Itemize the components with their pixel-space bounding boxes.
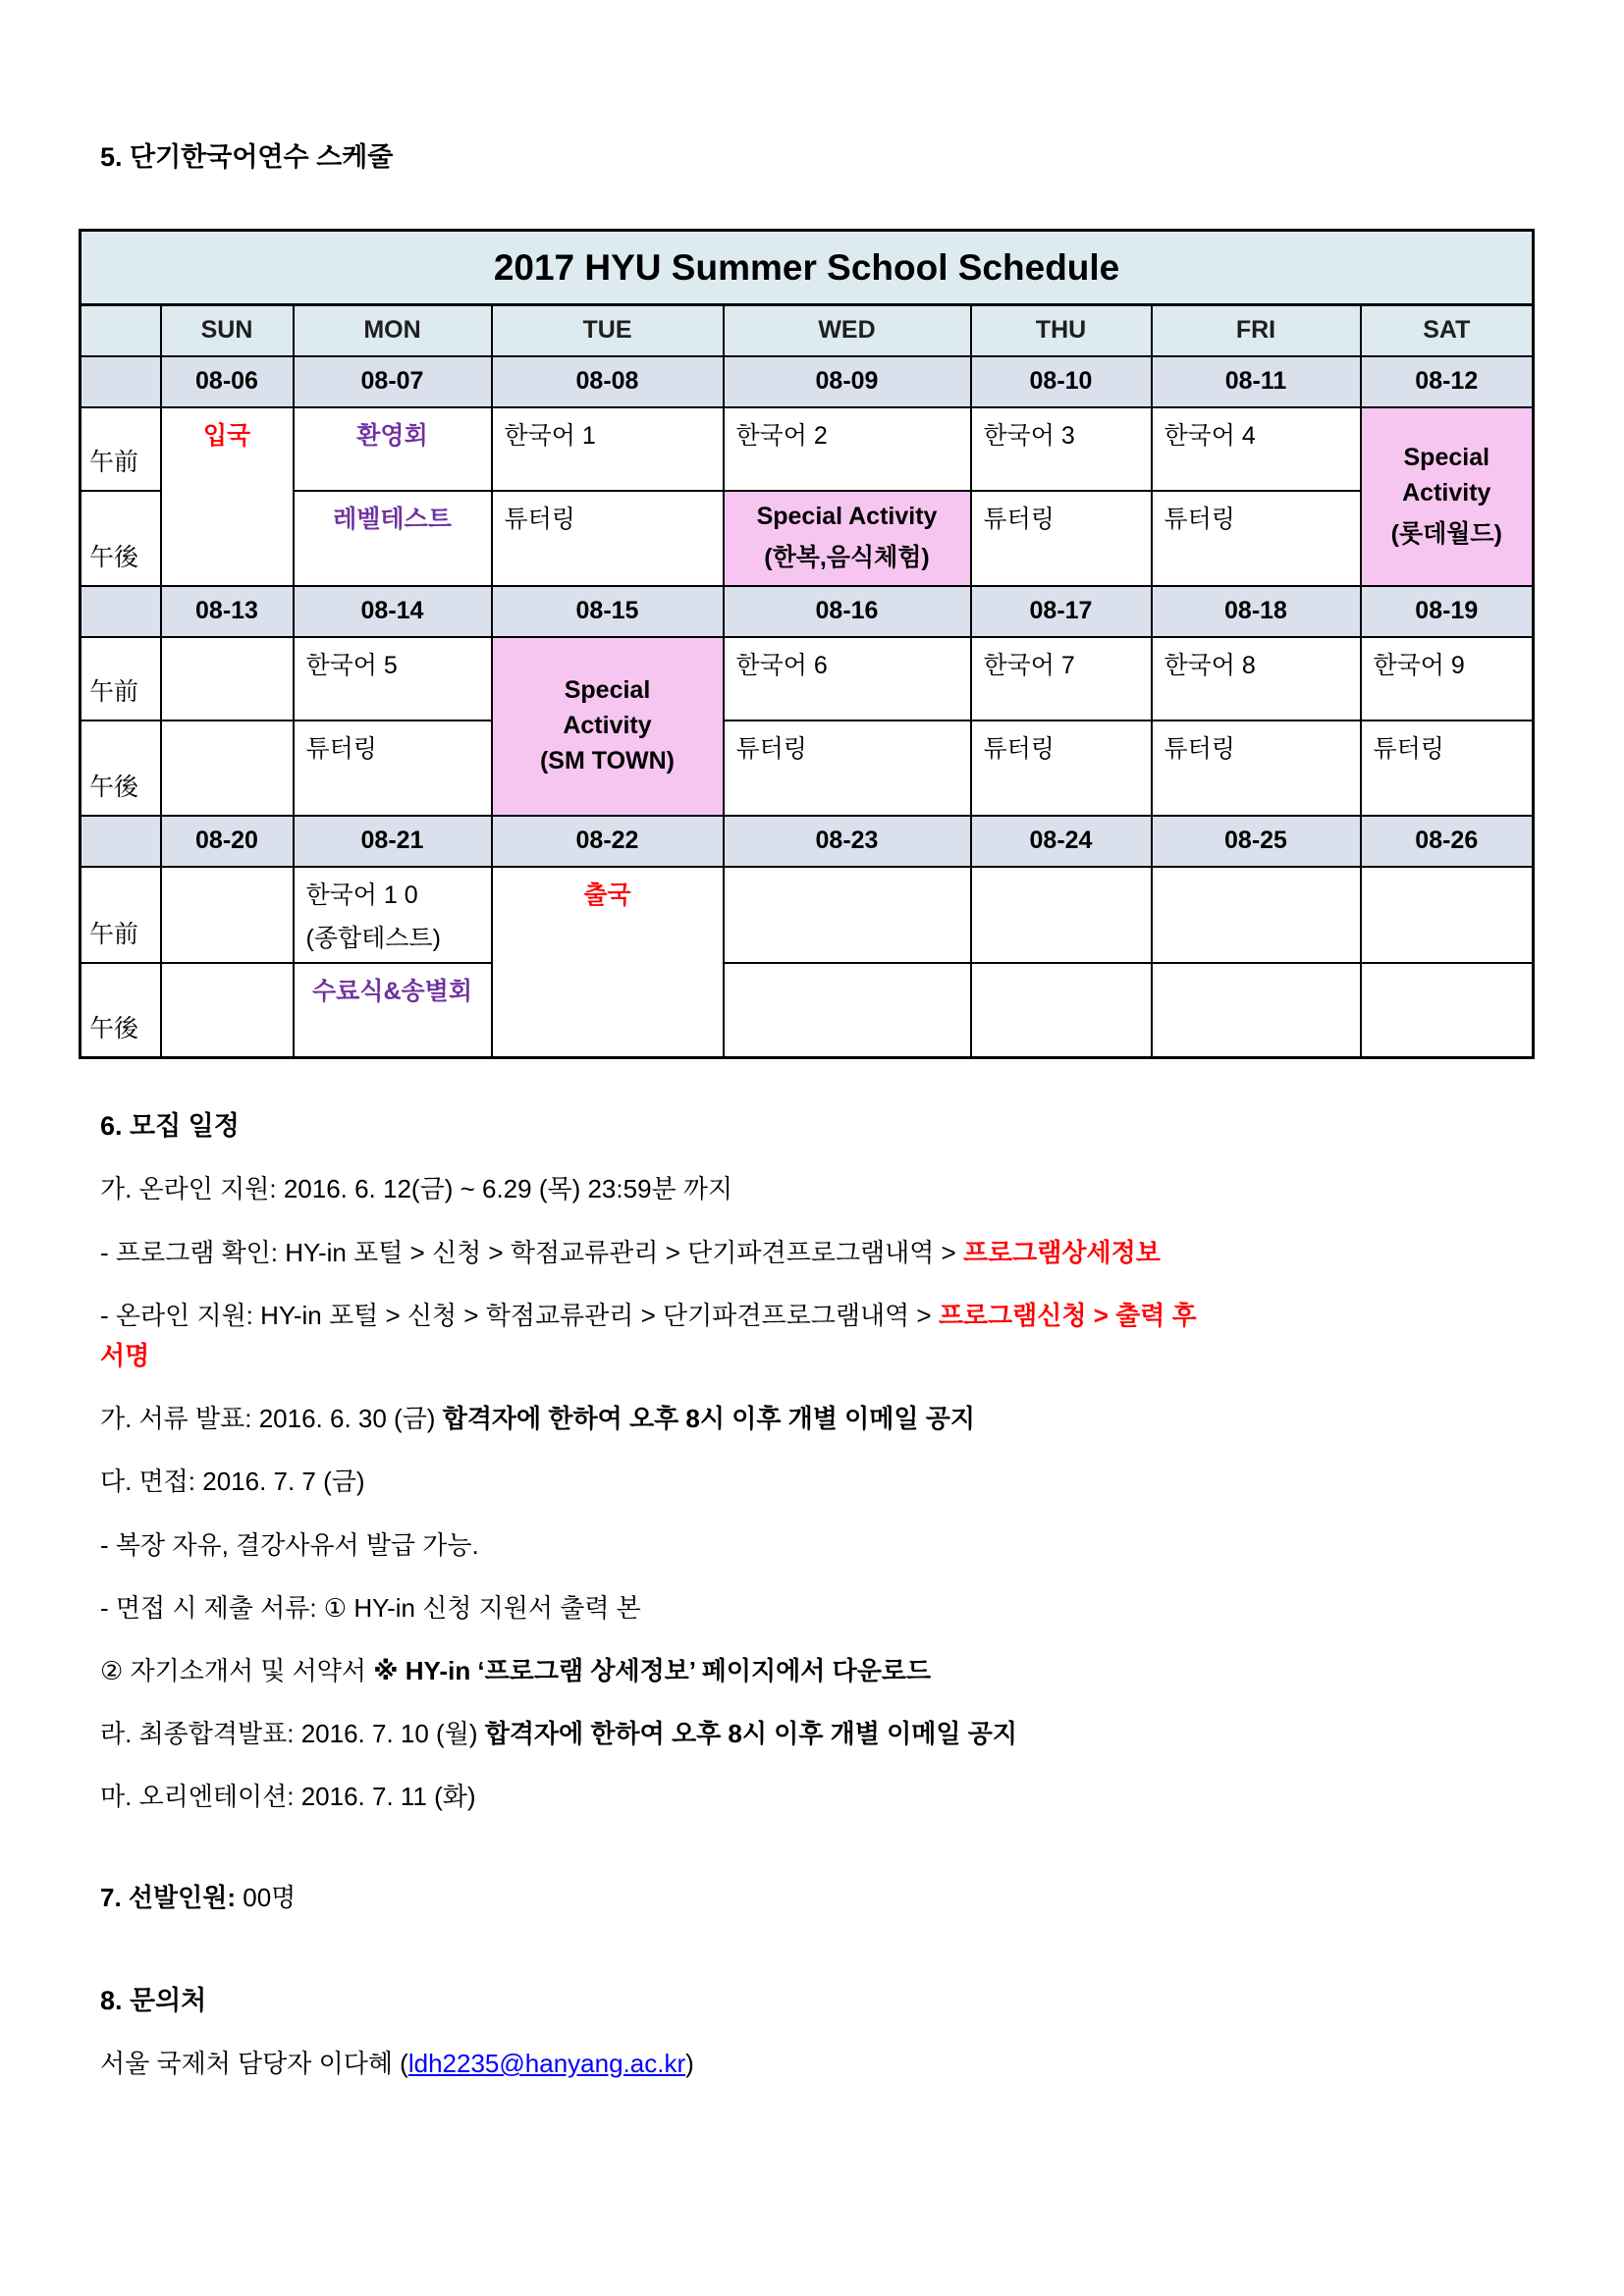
line-orientation: 마. 오리엔테이션: 2016. 7. 11 (화) [100, 1782, 476, 1812]
class-line: (종합테스트) [305, 924, 441, 952]
row-label-am: 午前 [81, 637, 161, 721]
section5-heading: 5. 단기한국어연수 스케줄 [100, 142, 394, 172]
class-cell: 한국어 4 [1152, 407, 1361, 491]
day-header-row [81, 305, 1534, 356]
week1-pm-row [81, 491, 1534, 586]
class-final-test-cell [294, 867, 492, 963]
day-mon: MON [294, 305, 492, 356]
empty-cell [161, 721, 294, 816]
section8-heading: 8. 문의처 [100, 1985, 207, 2015]
class-line: 한국어 1 0 [305, 881, 418, 909]
day-sun: SUN [161, 305, 294, 356]
date-cell: 08-23 [724, 816, 971, 867]
class-cell: 튜터링 [971, 491, 1152, 586]
week3-date-row [81, 816, 1534, 867]
event-departure-cell: 출국 [492, 867, 724, 1058]
class-cell: 한국어 6 [724, 637, 971, 721]
line-interview-docs-2 [100, 1656, 1536, 1686]
section7-label: 7. 선발인원: [100, 1883, 237, 1913]
row-label-pm: 午後 [81, 963, 161, 1058]
empty-cell [724, 867, 971, 963]
row-label-pm: 午後 [81, 491, 161, 586]
special-activity-hanbok-cell [724, 491, 971, 586]
empty-cell [971, 963, 1152, 1058]
class-cell: 한국어 1 [492, 407, 724, 491]
date-cell: 08-12 [1361, 356, 1534, 407]
date-cell: 08-26 [1361, 816, 1534, 867]
line-final-result-text: 라. 최종합격발표: 2016. 7. 10 (월) [100, 1719, 485, 1749]
line-document-result-bold: 합격자에 한하여 오후 8시 이후 개별 이메일 공지 [442, 1404, 975, 1434]
contact-line [100, 2049, 1536, 2079]
line-interview-docs-2-bold: ※ HY-in ‘프로그램 상세정보’ 페이지에서 다운로드 [373, 1655, 932, 1685]
day-fri: FRI [1152, 305, 1361, 356]
special-activity-line: Activity [563, 712, 652, 739]
day-tue: TUE [492, 305, 724, 356]
class-cell: 한국어 2 [724, 407, 971, 491]
date-cell: 08-21 [294, 816, 492, 867]
event-leveltest-cell: 레벨테스트 [294, 491, 492, 586]
contact-text: 서울 국제처 담당자 이다혜 ( [100, 2049, 408, 2079]
body-text [100, 1110, 1536, 2079]
line-final-result-bold: 합격자에 한하여 오후 8시 이후 개별 이메일 공지 [484, 1719, 1017, 1749]
date-cell: 08-24 [971, 816, 1152, 867]
special-activity-line: Special [564, 676, 651, 704]
class-cell: 튜터링 [492, 491, 724, 586]
date-cell: 08-15 [492, 586, 724, 637]
special-activity-line: (한복,음식체험) [764, 544, 930, 571]
empty-cell [724, 963, 971, 1058]
contact-email-link[interactable]: ldh2235@hanyang.ac.kr [407, 2049, 686, 2079]
line-final-result [100, 1719, 1536, 1749]
class-cell: 한국어 9 [1361, 637, 1534, 721]
section7-value: 00명 [236, 1883, 297, 1913]
schedule-title-row [81, 231, 1534, 305]
special-activity-lotteworld-cell [1361, 407, 1534, 586]
row-label-am: 午前 [81, 407, 161, 491]
class-cell: 튜터링 [1152, 491, 1361, 586]
date-cell: 08-08 [492, 356, 724, 407]
row-label-pm: 午後 [81, 721, 161, 816]
line-document-result-text: 가. 서류 발표: 2016. 6. 30 (금) [100, 1404, 443, 1434]
event-farewell-cell: 수료식&송별회 [294, 963, 492, 1058]
empty-cell [1361, 867, 1534, 963]
row-label-am: 午前 [81, 867, 161, 963]
date-cell: 08-22 [492, 816, 724, 867]
class-cell: 튜터링 [1152, 721, 1361, 816]
event-arrival-cell: 입국 [161, 407, 294, 586]
empty-cell [1152, 867, 1361, 963]
day-wed: WED [724, 305, 971, 356]
class-cell: 튜터링 [971, 721, 1152, 816]
special-activity-line: Special Activity [756, 503, 938, 530]
empty-date-cell [81, 816, 161, 867]
line-interview-docs-1: - 면접 시 제출 서류: ① HY-in 신청 지원서 출력 본 [100, 1592, 641, 1623]
contact-text-suffix: ) [685, 2049, 694, 2079]
week2-am-row [81, 637, 1534, 721]
summer-school-schedule-table [79, 229, 1535, 1059]
class-cell: 튜터링 [724, 721, 971, 816]
line-program-check-text: - 프로그램 확인: HY-in 포털 > 신청 > 학점교류관리 > 단기파견프로그램내역 > [100, 1237, 963, 1267]
line-signature: 서명 [100, 1340, 150, 1370]
empty-cell [971, 867, 1152, 963]
date-cell: 08-14 [294, 586, 492, 637]
week2-date-row [81, 586, 1534, 637]
week3-pm-row [81, 963, 1534, 1058]
empty-date-cell [81, 356, 161, 407]
class-cell: 한국어 7 [971, 637, 1152, 721]
class-cell: 한국어 5 [294, 637, 492, 721]
line-document-result [100, 1404, 1536, 1434]
empty-cell [1361, 963, 1534, 1058]
special-activity-line: (SM TOWN) [539, 747, 675, 774]
special-activity-line: Special [1403, 443, 1490, 471]
empty-date-cell [81, 586, 161, 637]
date-cell: 08-10 [971, 356, 1152, 407]
date-cell: 08-11 [1152, 356, 1361, 407]
line-dresscode: - 복장 자유, 결강사유서 발급 가능. [100, 1529, 479, 1560]
date-cell: 08-16 [724, 586, 971, 637]
day-thu: THU [971, 305, 1152, 356]
class-cell: 튜터링 [294, 721, 492, 816]
class-cell: 한국어 3 [971, 407, 1152, 491]
line-online-path-highlight: 프로그램신청 > 출력 후 [938, 1300, 1197, 1330]
day-sat: SAT [1361, 305, 1534, 356]
special-activity-line: (롯데월드) [1390, 519, 1502, 548]
empty-corner-cell [81, 305, 161, 356]
line-interview-docs-2-text: ② 자기소개서 및 서약서 [100, 1655, 374, 1685]
date-cell: 08-09 [724, 356, 971, 407]
line-program-check-highlight: 프로그램상세정보 [962, 1237, 1161, 1267]
date-cell: 08-25 [1152, 816, 1361, 867]
line-interview-date: 다. 면접: 2016. 7. 7 (금) [100, 1467, 365, 1497]
class-cell: 튜터링 [1361, 721, 1534, 816]
empty-cell [161, 637, 294, 721]
week1-date-row [81, 356, 1534, 407]
date-cell: 08-17 [971, 586, 1152, 637]
line-online-path-text: - 온라인 지원: HY-in 포털 > 신청 > 학점교류관리 > 단기파견프로그램내역 > [100, 1300, 939, 1330]
date-cell: 08-18 [1152, 586, 1361, 637]
event-welcome-cell: 환영회 [294, 407, 492, 491]
empty-cell [161, 963, 294, 1058]
date-cell: 08-13 [161, 586, 294, 637]
date-cell: 08-07 [294, 356, 492, 407]
section7-heading [100, 1883, 1536, 1913]
special-activity-smtown-cell [492, 637, 724, 816]
special-activity-line: Activity [1402, 478, 1491, 507]
schedule-title: 2017 HYU Summer School Schedule [81, 231, 1534, 305]
week2-pm-row [81, 721, 1534, 816]
section6-heading: 6. 모집 일정 [100, 1111, 240, 1141]
line-online-apply: 가. 온라인 지원: 2016. 6. 12(금) ~ 6.29 (목) 23:59분 까지 [100, 1174, 733, 1204]
class-cell: 한국어 8 [1152, 637, 1361, 721]
line-program-check [100, 1238, 1536, 1268]
date-cell: 08-20 [161, 816, 294, 867]
empty-cell [161, 867, 294, 963]
line-online-path [100, 1301, 1536, 1331]
empty-cell [1152, 963, 1361, 1058]
date-cell: 08-06 [161, 356, 294, 407]
date-cell: 08-19 [1361, 586, 1534, 637]
week3-am-row [81, 867, 1534, 963]
week1-am-row [81, 407, 1534, 491]
